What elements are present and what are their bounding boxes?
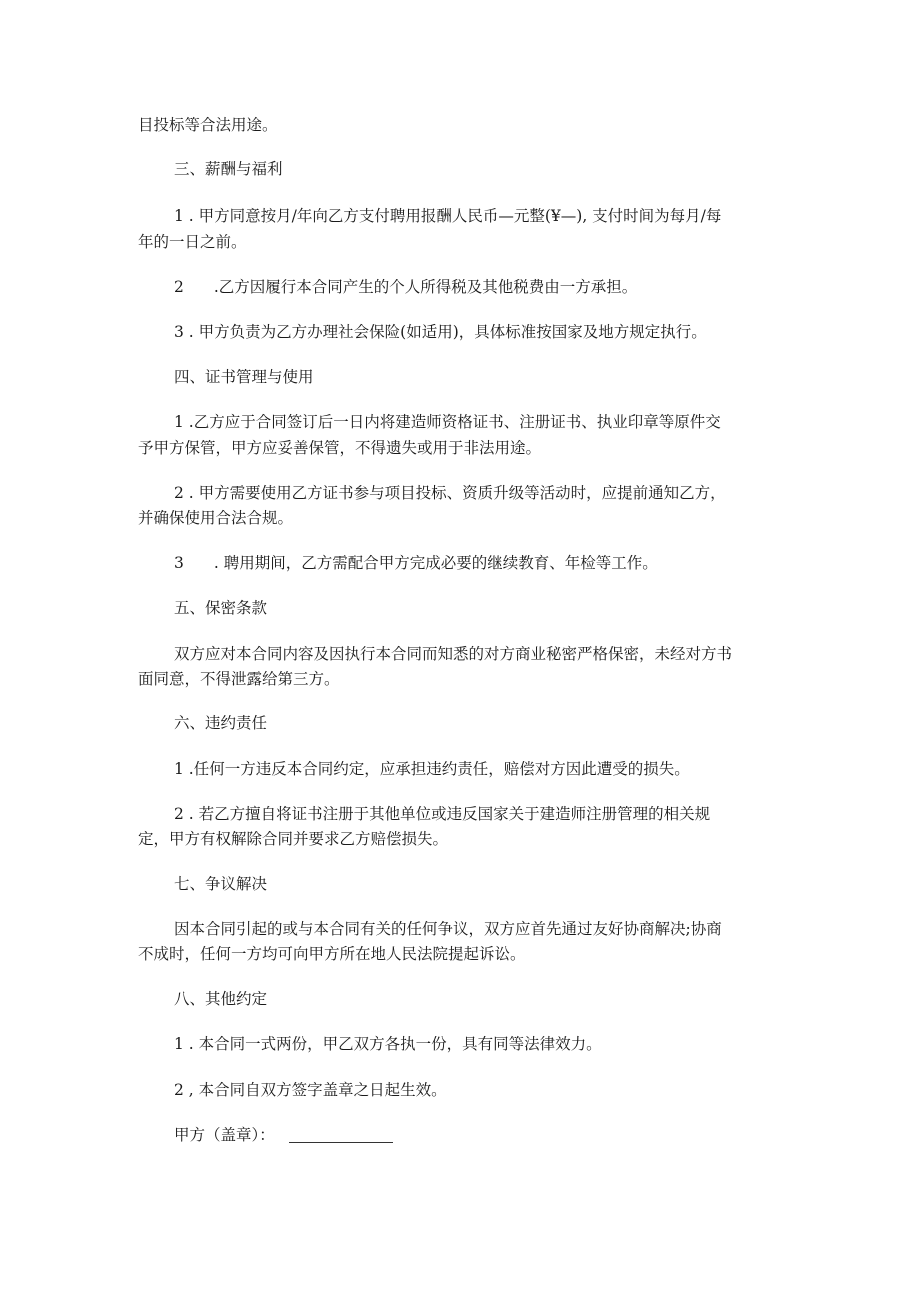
clause-line: 并确保使用合法合规。: [138, 509, 294, 527]
clause-line: 1 .任何一方违反本合同约定，应承担违约责任，赔偿对方因此遭受的损失。: [174, 760, 690, 778]
clause-text: . 聘用期间，乙方需配合甲方完成必要的继续教育、年检等工作。: [213, 554, 658, 572]
clause-line: 1 . 本合同一式两份，甲乙双方各执一份，具有同等法律效力。: [174, 1035, 602, 1053]
section-heading: 七、争议解决: [174, 875, 268, 893]
clause-line: 1 . 甲方同意按月/年向乙方支付聘用报酬人民币—元整(¥—), 支付时间为每月/每: [174, 207, 722, 225]
signature-line: [174, 1128, 393, 1144]
clause-number: 2: [174, 278, 184, 296]
section-heading: 四、证书管理与使用: [174, 368, 314, 386]
section-heading: 八、其他约定: [174, 990, 268, 1008]
clause-line: 2 . 若乙方擅自将证书注册于其他单位或违反国家关于建造师注册管理的相关规: [174, 805, 711, 823]
signature-blank[interactable]: [289, 1128, 393, 1143]
section-heading: 三、薪酬与福利: [174, 160, 283, 178]
clause-line: [174, 280, 637, 296]
clause-number: 3: [174, 554, 184, 572]
paragraph-line: 双方应对本合同内容及因执行本合同而知悉的对方商业秘密严格保密，未经对方书: [174, 645, 733, 663]
section-heading: 六、违约责任: [174, 714, 268, 732]
paragraph-line: 面同意，不得泄露给第三方。: [138, 670, 340, 688]
paragraph-line: 目投标等合法用途。: [138, 116, 278, 134]
clause-line: 1 .乙方应于合同签订后一日内将建造师资格证书、注册证书、执业印章等原件交: [174, 413, 721, 431]
paragraph-line: 因本合同引起的或与本合同有关的任何争议，双方应首先通过友好协商解决;协商: [174, 920, 722, 938]
clause-line: 年的一日之前。: [138, 233, 247, 251]
paragraph-line: 不成时，任何一方均可向甲方所在地人民法院提起诉讼。: [138, 945, 526, 963]
clause-line: 3 . 甲方负责为乙方办理社会保险(如适用)，具体标准按国家及地方规定执行。: [174, 323, 707, 341]
clause-line: 予甲方保管，甲方应妥善保管，不得遗失或用于非法用途。: [138, 439, 542, 457]
clause-text: .乙方因履行本合同产生的个人所得税及其他税费由一方承担。: [213, 278, 638, 296]
signature-label: 甲方（盖章）：: [174, 1126, 275, 1144]
clause-line: [174, 556, 658, 572]
clause-line: 2 , 本合同自双方签字盖章之日起生效。: [174, 1081, 447, 1099]
section-heading: 五、保密条款: [174, 599, 268, 617]
clause-line: 2 . 甲方需要使用乙方证书参与项目投标、资质升级等活动时，应提前通知乙方，: [174, 484, 726, 502]
clause-line: 定，甲方有权解除合同并要求乙方赔偿损失。: [138, 830, 449, 848]
